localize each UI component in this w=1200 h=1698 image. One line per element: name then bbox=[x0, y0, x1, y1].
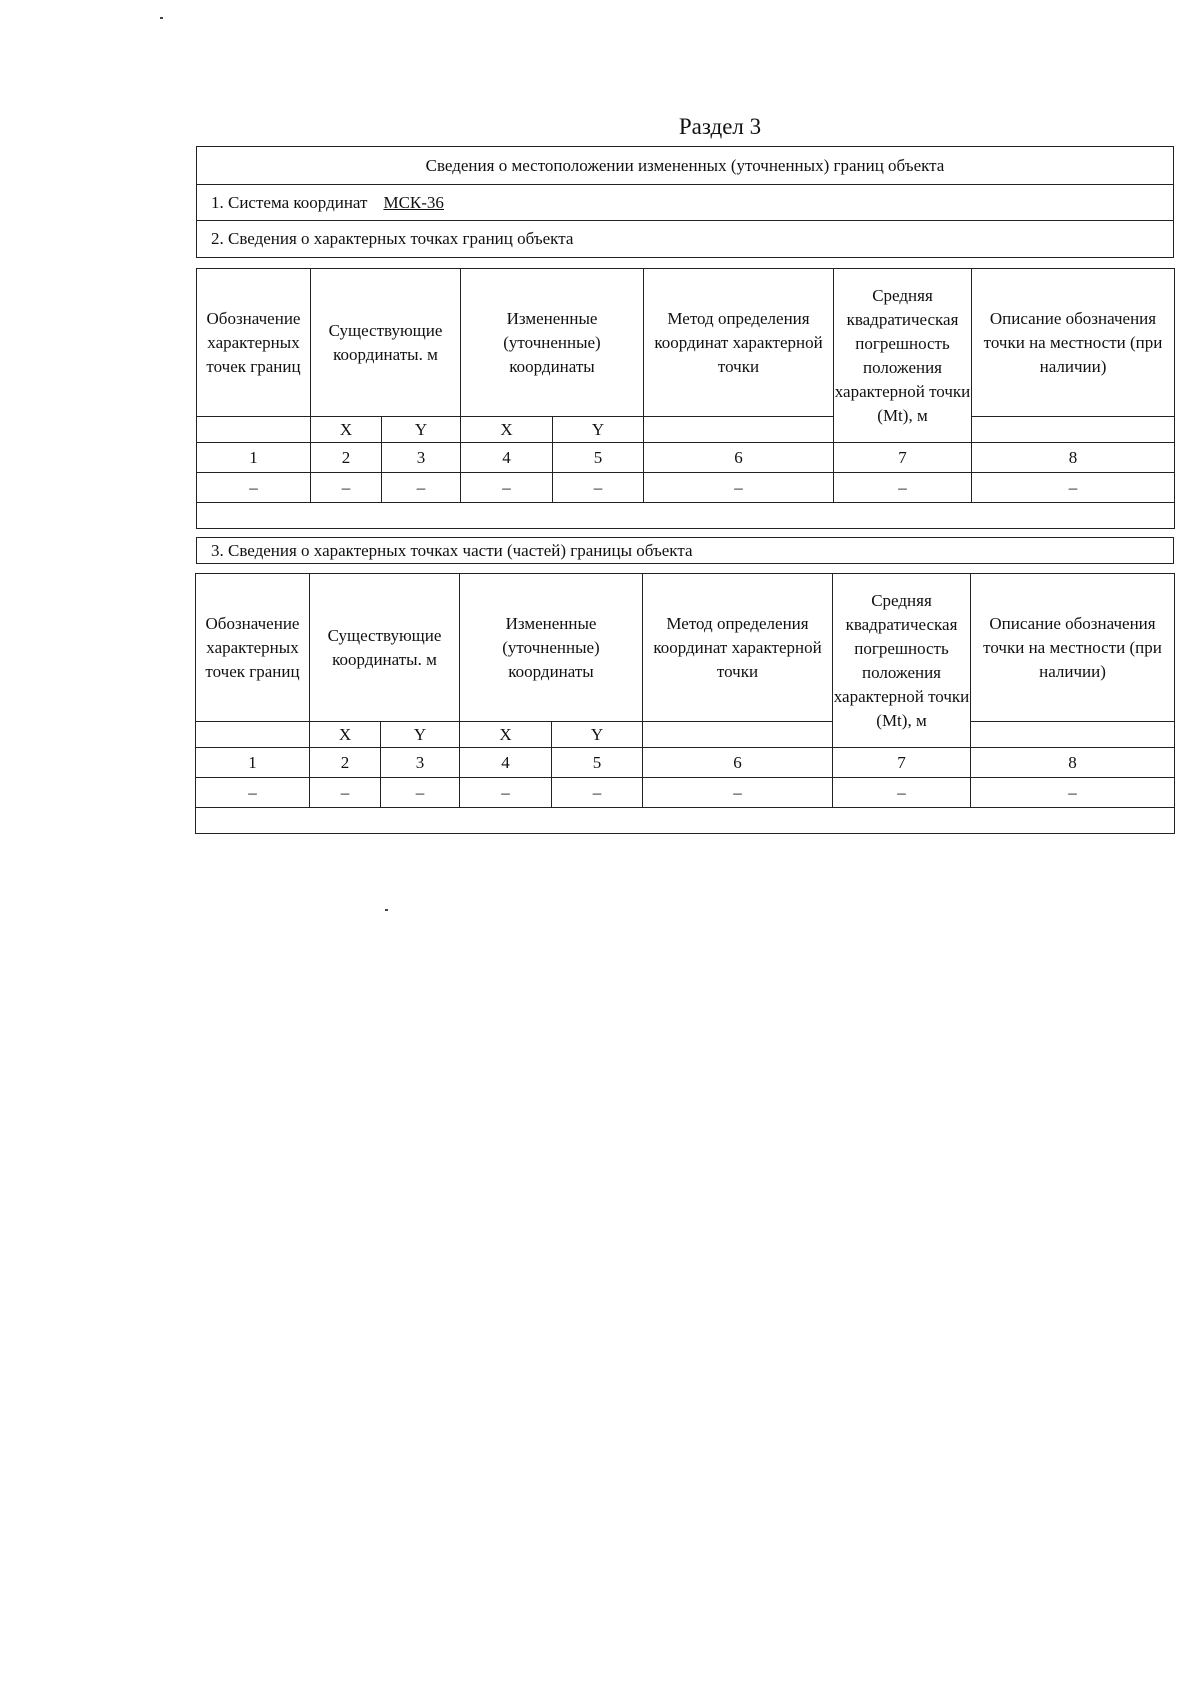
header-point-designation: Обозначение характерных точек границ bbox=[197, 269, 311, 417]
subsection-3-box bbox=[196, 537, 1174, 564]
subsection-2-title: 2. Сведения о характерных точках границ объекта bbox=[197, 221, 1174, 258]
x-label: X bbox=[461, 417, 553, 443]
column-number: 3 bbox=[382, 443, 461, 473]
empty-row bbox=[196, 808, 1175, 834]
data-cell: – bbox=[972, 473, 1175, 503]
scan-speck bbox=[160, 17, 163, 19]
block-title: Сведения о местоположении измененных (уточненных) границ объекта bbox=[197, 147, 1174, 185]
column-number: 6 bbox=[643, 748, 833, 778]
column-number: 6 bbox=[644, 443, 834, 473]
column-number: 4 bbox=[460, 748, 552, 778]
data-cell: – bbox=[460, 778, 552, 808]
column-number: 4 bbox=[461, 443, 553, 473]
header-changed-coords: Измененные (уточненные) координаты bbox=[460, 574, 643, 722]
data-cell: – bbox=[643, 778, 833, 808]
column-number: 1 bbox=[197, 443, 311, 473]
column-number: 5 bbox=[553, 443, 644, 473]
section-title: Раздел 3 bbox=[678, 114, 762, 139]
data-cell: – bbox=[311, 473, 382, 503]
header-point-designation: Обозначение характерных точек границ bbox=[196, 574, 310, 722]
data-cell: – bbox=[971, 778, 1175, 808]
data-cell: – bbox=[644, 473, 834, 503]
subsection-3-title: 3. Сведения о характерных точках части (частей) границы объекта bbox=[197, 538, 1174, 564]
y-label: Y bbox=[382, 417, 461, 443]
header-existing-coords: Существующие координаты. м bbox=[311, 269, 461, 417]
section-header-box bbox=[196, 146, 1174, 258]
scan-speck bbox=[385, 909, 388, 911]
empty-cell bbox=[196, 722, 310, 748]
data-cell: – bbox=[196, 778, 310, 808]
column-number: 2 bbox=[311, 443, 382, 473]
header-existing-coords: Существующие координаты. м bbox=[310, 574, 460, 722]
data-cell: – bbox=[552, 778, 643, 808]
column-number: 8 bbox=[971, 748, 1175, 778]
x-label: X bbox=[311, 417, 382, 443]
data-cell: – bbox=[310, 778, 381, 808]
header-description: Описание обозначения точки на местности (при наличии) bbox=[971, 574, 1175, 722]
column-number: 3 bbox=[381, 748, 460, 778]
data-cell: – bbox=[553, 473, 644, 503]
column-number: 1 bbox=[196, 748, 310, 778]
empty-cell bbox=[643, 722, 833, 748]
column-number: 8 bbox=[972, 443, 1175, 473]
column-number: 7 bbox=[834, 443, 972, 473]
empty-cell bbox=[971, 722, 1175, 748]
coord-system-value: МСК-36 bbox=[383, 192, 444, 212]
data-cell: – bbox=[381, 778, 460, 808]
empty-cell bbox=[972, 417, 1175, 443]
y-label: Y bbox=[552, 722, 643, 748]
data-cell: – bbox=[834, 473, 972, 503]
column-number: 2 bbox=[310, 748, 381, 778]
header-changed-coords: Измененные (уточненные) координаты bbox=[461, 269, 644, 417]
y-label: Y bbox=[553, 417, 644, 443]
y-label: Y bbox=[381, 722, 460, 748]
column-number: 5 bbox=[552, 748, 643, 778]
x-label: X bbox=[460, 722, 552, 748]
coord-system-label: 1. Система координат bbox=[211, 192, 368, 212]
header-mean-error: Средняя квадратическая погрешность положения характерной точки (Mt), м bbox=[833, 574, 971, 748]
data-cell: – bbox=[197, 473, 311, 503]
empty-row bbox=[197, 503, 1175, 529]
header-method: Метод определения координат характерной точки bbox=[643, 574, 833, 722]
data-cell: – bbox=[833, 778, 971, 808]
header-method: Метод определения координат характерной точки bbox=[644, 269, 834, 417]
header-mean-error: Средняя квадратическая погрешность положения характерной точки (Mt), м bbox=[834, 269, 972, 443]
column-number: 7 bbox=[833, 748, 971, 778]
x-label: X bbox=[310, 722, 381, 748]
empty-cell bbox=[197, 417, 311, 443]
data-cell: – bbox=[461, 473, 553, 503]
data-cell: – bbox=[382, 473, 461, 503]
header-description: Описание обозначения точки на местности (при наличии) bbox=[972, 269, 1175, 417]
empty-cell bbox=[644, 417, 834, 443]
points-table-1 bbox=[196, 268, 1175, 529]
points-table-2 bbox=[195, 573, 1175, 834]
coord-system-row bbox=[197, 185, 1174, 221]
